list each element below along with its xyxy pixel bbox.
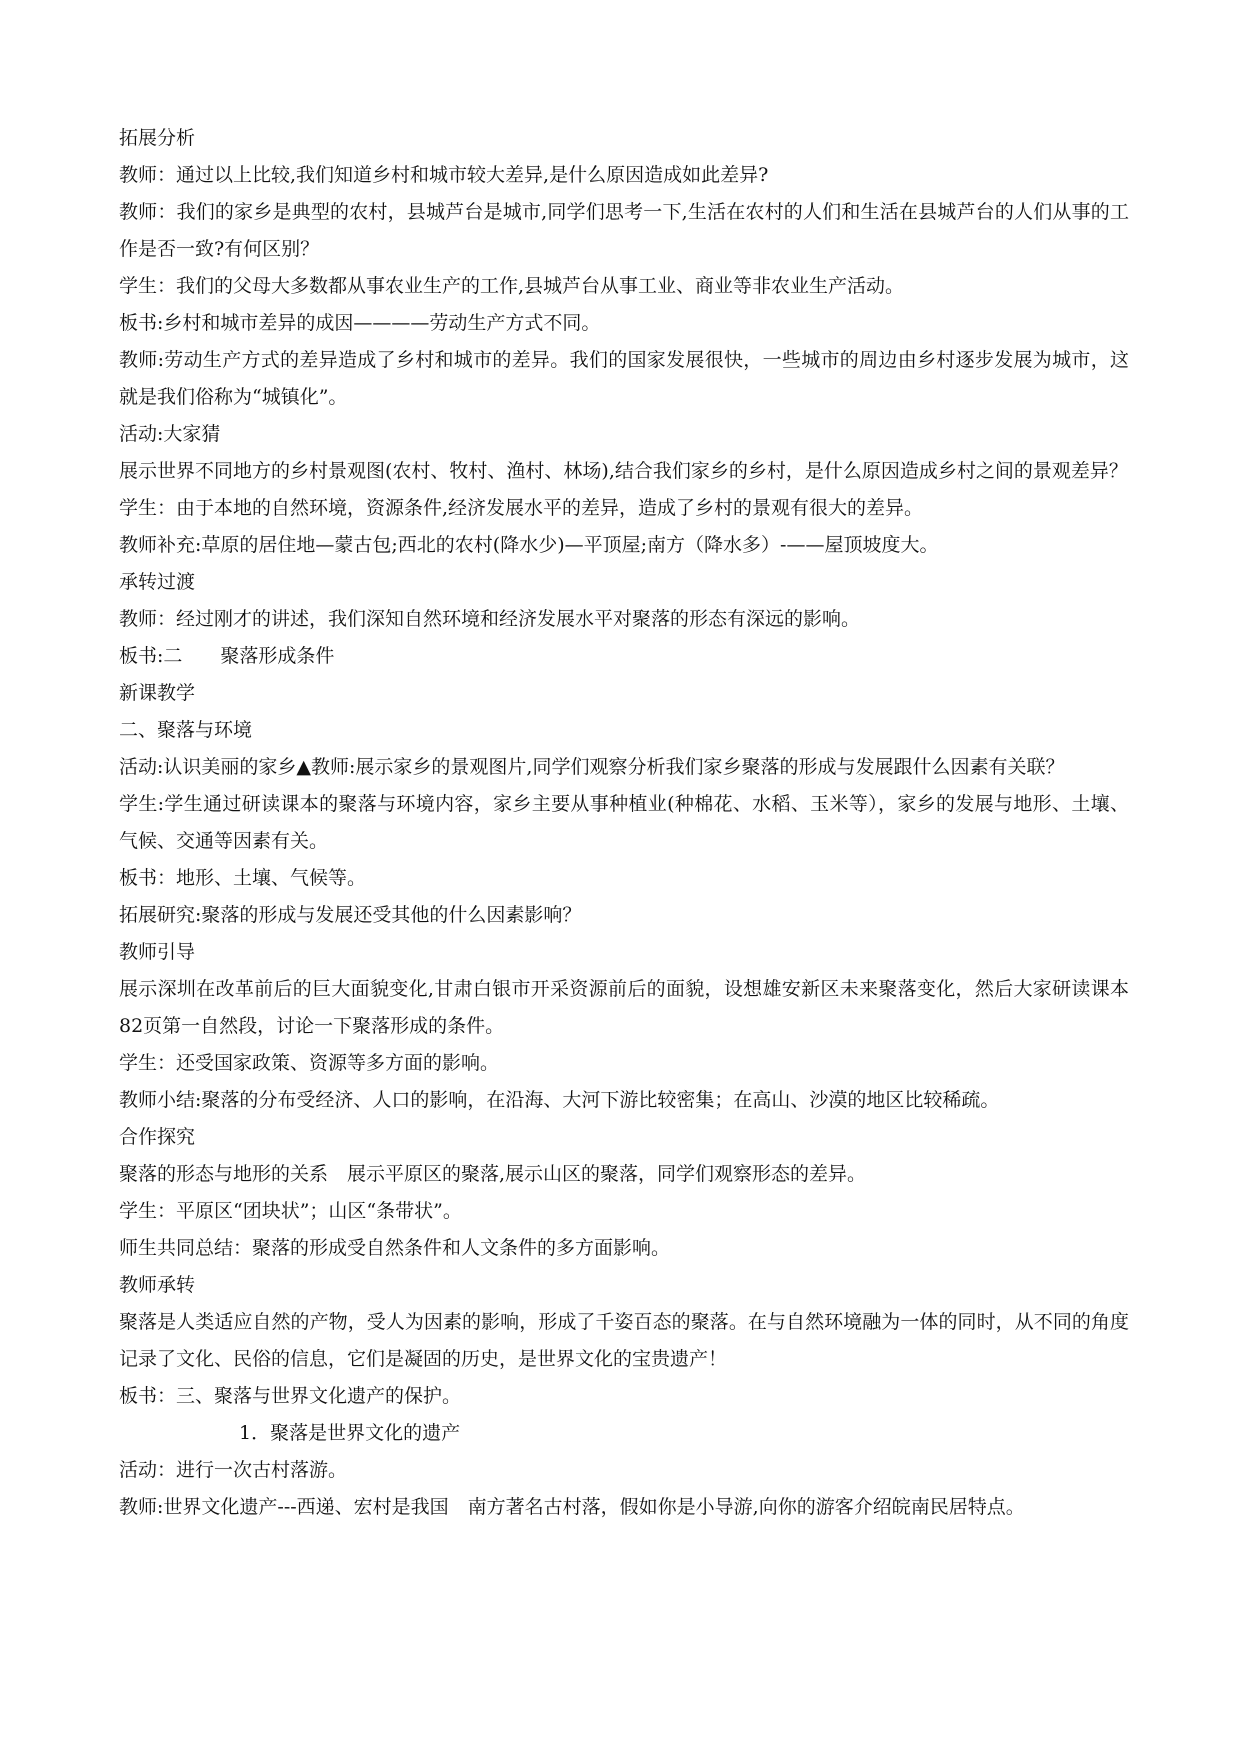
numbered-item-1: 1．聚落是世界文化的遗产 bbox=[239, 1422, 461, 1444]
extension-research: 拓展研究:聚落的形成与发展还受其他的什么因素影响？ bbox=[119, 904, 582, 926]
joint-summary: 师生共同总结：聚落的形成受自然条件和人文条件的多方面影响。 bbox=[119, 1237, 671, 1259]
activity-guess: 活动:大家猜 bbox=[119, 423, 221, 445]
teacher-explanation-1: 教师:劳动生产方式的差异造成了乡村和城市的差异。我们的国家发展很快，一些城市的周边由乡村逐步发展为城市，这就是我们俗称为“城镇化”。 bbox=[119, 349, 1129, 408]
board-note-3: 板书：地形、土壤、气候等。 bbox=[119, 867, 367, 889]
document-page bbox=[119, 120, 1129, 1526]
heading-teacher-transition: 教师承转 bbox=[119, 1274, 196, 1296]
board-note-1: 板书:乡村和城市差异的成因————劳动生产方式不同。 bbox=[119, 312, 601, 334]
activity-ancient-village: 活动：进行一次古村落游。 bbox=[119, 1459, 348, 1481]
heading-teacher-guide: 教师引导 bbox=[119, 941, 196, 963]
settlement-form-terrain: 聚落的形态与地形的关系 展示平原区的聚落,展示山区的聚落，同学们观察形态的差异。 bbox=[119, 1163, 867, 1185]
student-answer-5: 学生：平原区“团块状”；山区“条带状”。 bbox=[119, 1200, 462, 1222]
heading-transition: 承转过渡 bbox=[119, 571, 196, 593]
teacher-summary: 教师小结:聚落的分布受经济、人口的影响，在沿海、大河下游比较密集；在高山、沙漠的地区比较稀疏。 bbox=[119, 1089, 1000, 1111]
student-answer-2: 学生：由于本地的自然环境，资源条件,经济发展水平的差异，造成了乡村的景观有很大的差异。 bbox=[119, 497, 924, 519]
teacher-supplement: 教师补充:草原的居住地—蒙古包;西北的农村(降水少)—平顶屋;南方（降水多）-——屋顶坡度大。 bbox=[119, 534, 939, 556]
show-shenzhen: 展示深圳在改革前后的巨大面貌变化,甘肃白银市开采资源前后的面貌，设想雄安新区未来聚落变化，然后大家研读课本82页第一自然段，讨论一下聚落形成的条件。 bbox=[119, 978, 1129, 1037]
heading-settlement-environment: 二、聚落与环境 bbox=[119, 719, 253, 741]
board-note-2: 板书:二 聚落形成条件 bbox=[119, 645, 335, 667]
heading-cooperative-inquiry: 合作探究 bbox=[119, 1126, 196, 1148]
show-landscapes: 展示世界不同地方的乡村景观图(农村、牧村、渔村、林场),结合我们家乡的乡村，是什么原因造成乡村之间的景观差异？ bbox=[119, 460, 1128, 482]
settlement-heritage-paragraph: 聚落是人类适应自然的产物，受人为因素的影响，形成了千姿百态的聚落。在与自然环境融为一体的同时，从不同的角度记录了文化、民俗的信息，它们是凝固的历史，是世界文化的宝贵遗产！ bbox=[119, 1311, 1129, 1370]
teacher-question-1: 教师：通过以上比较,我们知道乡村和城市较大差异,是什么原因造成如此差异? bbox=[119, 164, 769, 186]
heading-new-lesson: 新课教学 bbox=[119, 682, 196, 704]
teacher-heritage: 教师:世界文化遗产---西递、宏村是我国 南方著名古村落，假如你是小导游,向你的游客介绍皖南民居特点。 bbox=[119, 1496, 1025, 1518]
teacher-question-2: 教师：我们的家乡是典型的农村，县城芦台是城市,同学们思考一下,生活在农村的人们和生活在县城芦台的人们从事的工作是否一致?有何区别？ bbox=[119, 201, 1129, 260]
teacher-transition: 教师：经过刚才的讲述，我们深知自然环境和经济发展水平对聚落的形态有深远的影响。 bbox=[119, 608, 861, 630]
board-note-4: 板书：三、聚落与世界文化遗产的保护。 bbox=[119, 1385, 462, 1407]
activity-hometown: 活动:认识美丽的家乡▲教师:展示家乡的景观图片,同学们观察分析我们家乡聚落的形成与发展跟什么因素有关联？ bbox=[119, 756, 1065, 778]
student-answer-4: 学生：还受国家政策、资源等多方面的影响。 bbox=[119, 1052, 500, 1074]
heading-extension-analysis: 拓展分析 bbox=[119, 127, 196, 149]
student-answer-3: 学生:学生通过研读课本的聚落与环境内容，家乡主要从事种植业(种棉花、水稻、玉米等），家乡的发展与地形、土壤、气候、交通等因素有关。 bbox=[119, 793, 1129, 852]
student-answer-1: 学生：我们的父母大多数都从事农业生产的工作,县城芦台从事工业、商业等非农业生产活动。 bbox=[119, 275, 905, 297]
